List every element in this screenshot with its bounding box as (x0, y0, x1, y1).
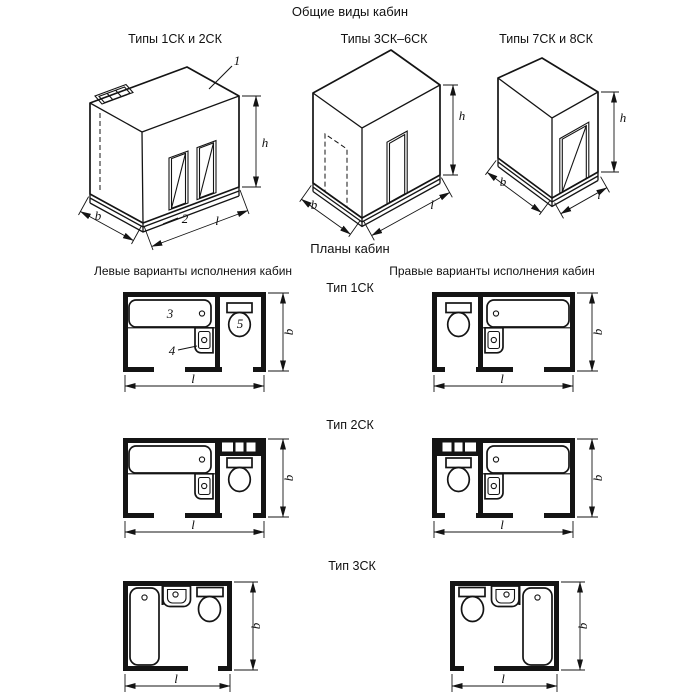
dim-label-l: l (501, 671, 505, 686)
section-label-type-2sk: Тип 2СК (326, 418, 374, 432)
iso-view-types-1sk-2sk (65, 52, 280, 252)
svg-text:1: 1 (233, 53, 241, 68)
iso-caption-types-7-8: Типы 7СК и 8СК (499, 32, 593, 46)
dim-label-b: b (575, 622, 590, 630)
washbasin (195, 328, 213, 353)
page-title: Общие виды кабин (291, 4, 409, 19)
dim-h (601, 92, 619, 172)
dim-label-h: h (619, 110, 627, 125)
iso-view-types-7sk-8sk (478, 48, 643, 228)
dim-label-h: h (261, 135, 269, 150)
dim-label-l: l (191, 517, 195, 532)
plan-body (123, 292, 266, 372)
dim-label-b: b (590, 474, 605, 482)
variant-header-left: Левые варианты исполнения кабин (93, 264, 293, 278)
dim-label-b: b (281, 474, 296, 482)
dim-h (242, 96, 261, 187)
plan-1sk-left (123, 292, 301, 398)
dim-b (79, 197, 142, 244)
iso-caption-types-3-6: Типы 3СК–6СК (340, 32, 428, 46)
dim-label-l: l (174, 671, 178, 686)
dim-b (485, 160, 550, 214)
dim-label-l: l (500, 517, 504, 532)
vent-block (218, 438, 266, 456)
callout-washbasin (169, 343, 197, 358)
plan-1sk-right (432, 292, 610, 398)
cabin-base (498, 158, 598, 207)
cabin-base (310, 175, 440, 227)
bathtub (130, 588, 159, 665)
front-door (387, 131, 407, 204)
section-label-type-1sk: Тип 1СК (326, 281, 374, 295)
hidden-door (325, 134, 347, 207)
callout-roof-panel (209, 53, 240, 89)
plan-body (123, 581, 232, 671)
door-right (197, 141, 216, 200)
callout-toilet: 5 (236, 316, 244, 331)
iso-view-types-3sk-6sk (290, 42, 475, 242)
dim-label-b: b (248, 622, 263, 630)
variant-header-right: Правые варианты исполнения кабин (389, 264, 595, 278)
dim-label-h: h (458, 108, 466, 123)
plans-title: Планы кабин (310, 241, 390, 256)
toilet (197, 588, 223, 622)
washbasin (163, 586, 191, 607)
dim-h (443, 85, 458, 175)
dim-label-l: l (215, 213, 219, 228)
dim-label-b: b (499, 174, 507, 189)
door-left (169, 151, 188, 210)
plan-2sk-right (432, 438, 610, 542)
dim-label-b: b (94, 208, 102, 223)
dim-label-b: b (590, 328, 605, 336)
dim-label-l: l (500, 371, 504, 386)
section-label-type-3sk: Тип 3СК (328, 559, 376, 573)
dim-label-l: l (597, 187, 601, 202)
iso-caption-types-1-2: Типы 1СК и 2СК (128, 32, 222, 46)
svg-text:4: 4 (168, 343, 176, 358)
plan-3sk-right (450, 581, 590, 696)
plan-body (123, 438, 266, 518)
cabin-box (310, 50, 440, 218)
dim-label-b: b (281, 328, 296, 336)
svg-text:2: 2 (181, 211, 189, 226)
plan-2sk-left (123, 438, 301, 542)
dim-label-l: l (430, 197, 434, 212)
dim-label-l: l (191, 371, 195, 386)
dim-label-b: b (310, 197, 318, 212)
plan-3sk-left (123, 581, 263, 696)
door-opening (560, 122, 589, 193)
callout-bathtub: 3 (166, 306, 174, 321)
